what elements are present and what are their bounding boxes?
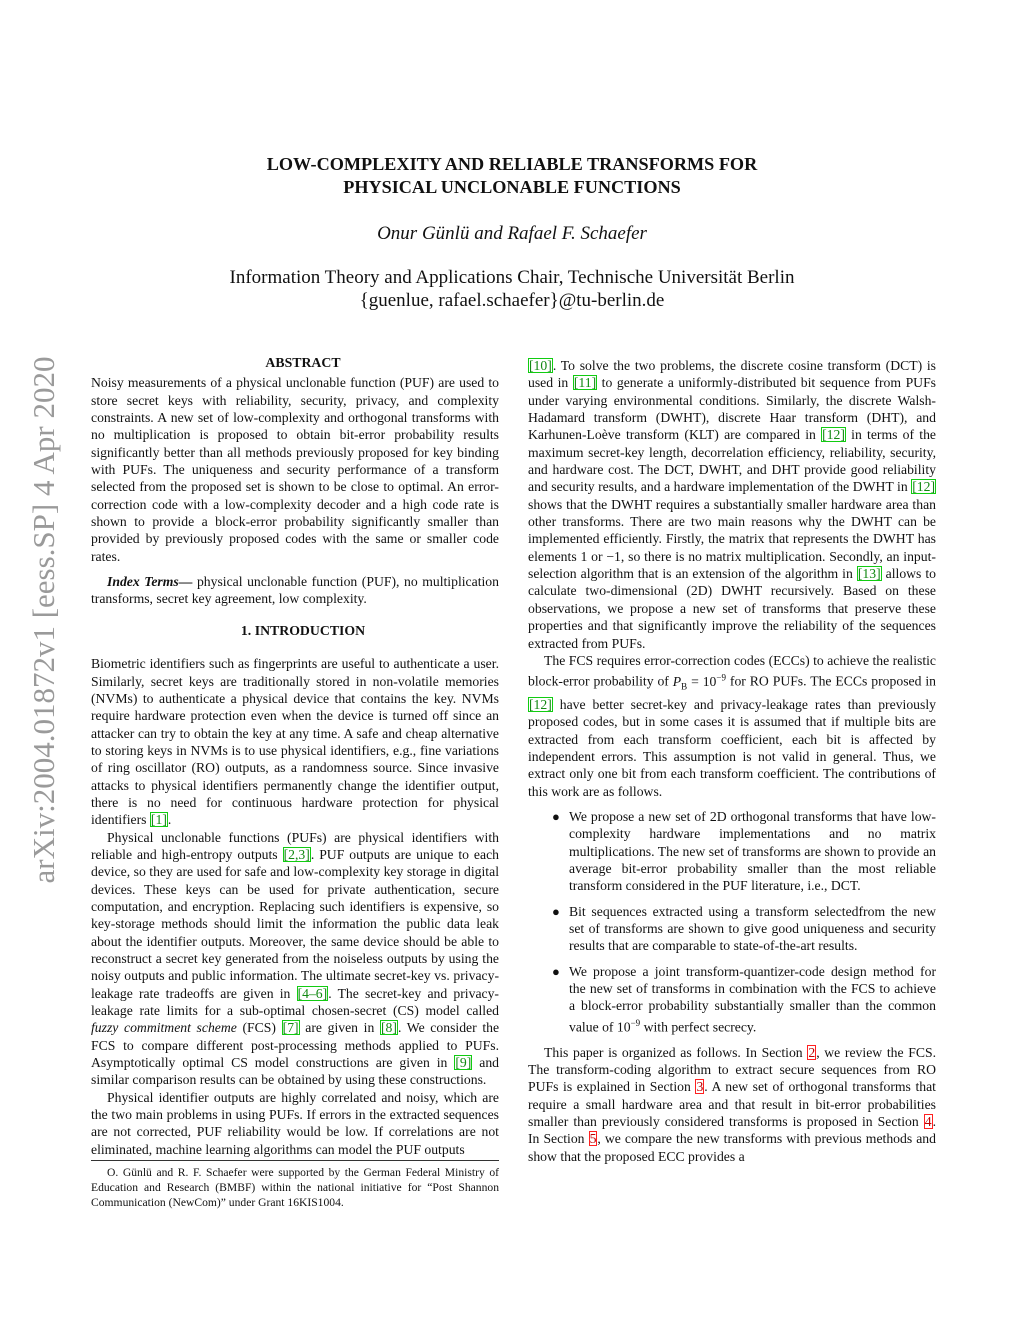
intro-p3-text: shows that the DWHT requires a substantially smaller hardware area than other transforms. There are two main reasons why the DWHT can be implemented efficiently. Firstly, the matrix that represents the DWHT has elements 1 or −1, so there is no matrix multiplication. Secondly, an input-selection algorithm that is an extension of the algorithm in	[528, 496, 936, 582]
math-pb	[672, 672, 726, 692]
footnote	[91, 1160, 499, 1211]
intro-paragraph-1	[91, 655, 499, 828]
citation-link[interactable]: [8]	[380, 1020, 397, 1036]
contributions-list	[528, 808, 936, 1036]
intro-p2-text: are given in	[305, 1020, 375, 1036]
math-symbol: P	[672, 673, 682, 689]
intro-p2-text: Physical unclonable functions (PUFs) are physical identifiers with reliable and high-entropy outputs	[91, 829, 499, 862]
intro-paragraph-4	[528, 652, 936, 800]
citation-link[interactable]: [12]	[529, 696, 552, 712]
right-column	[528, 357, 936, 1165]
affiliation-block	[0, 266, 1024, 312]
abstract-heading: ABSTRACT	[265, 355, 341, 370]
intro-p5-text: , we compare the new transforms with previous methods and show that the proposed ECC provides a	[528, 1131, 936, 1164]
intro-p1-text: Biometric identifiers such as fingerprints are useful to authenticate a user. Similarly, secret keys are traditionally stored in non-volatile memories (NVMs) to authenticate a physical device that contains the key. NVMs require hardware protection even when the device is turned off since an attacker can try to obtain the key at any time. A safe and cheap alternative to storing keys in NVMs is to use physical identifiers, e.g., fine variations of ring oscillator (RO) outputs, as a randomness source. Since invasive attacks to physical identifiers permanently change the identifier output, there is no need for continuous hardware protection for physical identifiers	[91, 656, 499, 828]
left-column	[91, 354, 499, 1158]
index-terms-label: Index Terms—	[107, 574, 193, 590]
arxiv-id: arXiv:2004.01872v1 [eess.SP] 4 Apr 2020	[26, 356, 61, 884]
title-line-1: LOW-COMPLEXITY AND RELIABLE TRANSFORMS FOR	[266, 154, 758, 174]
bullet-icon: ●	[552, 963, 560, 979]
math-exponent: −9	[630, 1017, 641, 1028]
citation-link[interactable]: [2,3]	[283, 846, 310, 862]
intro-paragraph-3-start	[91, 1089, 499, 1158]
citation-link[interactable]: [9]	[455, 1055, 472, 1071]
bullet-icon: ●	[552, 903, 560, 919]
intro-p3-text: . To solve the two problems, the discrete cosine transform (DCT) is used in	[528, 358, 936, 391]
footnote-text: O. Günlü and R. F. Schaefer were supported by the German Federal Ministry of Education and Research (BMBF) within the national initiative for “Post Shannon Communication (NewCom)” under Grant 16KIS1004.	[91, 1166, 499, 1210]
intro-p3-text: in terms of the maximum secret-key length, decorrelation efficiency, reliability, security, and hardware cost. The DCT, DWHT, and DHT provide good reliability and security results, and a hardware implementation of the DWHT in	[528, 427, 936, 495]
intro-p2-text: . The secret-key and privacy-leakage rate limits for a sub-optimal chosen-secret (CS) model called	[91, 985, 499, 1019]
math-exponent: −9	[716, 672, 726, 683]
index-terms-text: physical unclonable function (PUF), no multiplication transforms, secret key agreement, low complexity.	[91, 574, 499, 607]
intro-p4-text: The FCS requires error-correction codes (ECCs) to achieve the realistic block-error probability of	[528, 652, 936, 689]
citation-link[interactable]: [1]	[150, 812, 167, 828]
intro-p2-text: and similar comparison results can be obtained by using these constructions.	[91, 1055, 500, 1088]
intro-p4-text: have better secret-key and privacy-leakage rates than previously proposed codes, but in some cases it is assumed that if multiple bits are extracted from each transform coefficient, each bit is affected by independent errors. This assumption is not valid in general. Thus, we extract only one bit from each transform coefficient. The contributions of this work are as follows.	[528, 696, 936, 799]
citation-link[interactable]: [12]	[822, 427, 845, 443]
arxiv-sidebar	[23, 320, 65, 920]
intro-p5-text: This paper is organized as follows. In Section	[544, 1044, 803, 1060]
list-item	[528, 963, 936, 1036]
intro-p3-text: to generate a uniformly-distributed bit sequence from PUFs under varying environmental conditions. Similarly, the discrete Walsh-Hadamard transform (DWHT), discrete Haar transform (DHT), and Karhunen-Loève transform (KLT) are compared in	[528, 375, 937, 443]
section-link[interactable]: 4	[924, 1113, 932, 1129]
paper-title	[0, 153, 1024, 199]
intro-p2-text: . PUF outputs are unique to each device, so they are used for safe and low-complexity key storage in digital devices. These keys can be used for private authentication, secure computation, and encryption. Replacing such identifiers is expensive, so key-storage methods should limit the information the public data leak about the identifier outputs. Moreover, the same device should be able to reconstruct a secret key generated from the noiseless outputs by using the noisy outputs and public information. The ultimate secret-key vs. privacy-leakage rate tradeoffs are given in	[91, 846, 499, 1001]
intro-p5-text: . A new set of orthogonal transforms that require a small hardware area and that result in bit-error probabilities smaller than previously considered transforms is proposed in Section	[528, 1079, 936, 1129]
index-terms	[91, 573, 499, 608]
section-link[interactable]: 3	[696, 1079, 704, 1095]
intro-paragraph-2	[91, 829, 499, 1089]
citation-link[interactable]: [11]	[573, 375, 597, 391]
intro-p4-text: for RO PUFs. The ECCs proposed in	[729, 673, 937, 689]
section-link[interactable]: 5	[589, 1131, 597, 1147]
intro-p2-text: . We consider the FCS to compare different post-processing methods applied to PUFs. Asymptotically optimal CS model constructions are given in	[91, 1020, 500, 1071]
intro-p5-text: . In Section	[528, 1113, 936, 1147]
citation-link[interactable]: [13]	[857, 566, 881, 582]
math-equals: = 10	[687, 673, 717, 689]
introduction-heading: 1. INTRODUCTION	[240, 622, 366, 638]
bullet-icon: ●	[552, 808, 560, 824]
intro-p5-text: , we review the FCS. The transform-coding algorithm to extract secure sequences from RO PUFs is explained in Section	[528, 1044, 937, 1095]
citation-link[interactable]: [10]	[529, 358, 552, 373]
abstract-text: Noisy measurements of a physical unclonable function (PUF) are used to store secret keys with reliability, security, privacy, and complexity constraints. A new set of low-complexity and orthogonal transforms with no multiplication is proposed to obtain bit-error probability results significantly better than all methods previously proposed for key binding with PUFs. The uniqueness and security performance of a transform selected from the proposed set is shown to be close to optimal. An error-correction code with a low-complexity decoder and a high code rate is shown to provide a block-error probability significantly smaller than provided by previously proposed codes with the same or smaller code rates.	[91, 375, 499, 564]
affiliation: Information Theory and Applications Chair, Technische Universität Berlin	[229, 267, 795, 288]
contribution-text: Bit sequences extracted using a transform selectedfrom the new set of transforms are shown to give good uniqueness and security results that are comparable to state-of-the-art results.	[569, 903, 936, 954]
section-link[interactable]: 2	[808, 1044, 816, 1060]
title-line-2: PHYSICAL UNCLONABLE FUNCTIONS	[343, 177, 681, 197]
intro-p1-end: .	[167, 812, 172, 828]
intro-paragraph-3-cont	[528, 357, 936, 652]
math-base: 10	[616, 1019, 631, 1035]
contribution-text: We propose a new set of 2D orthogonal transforms that have low-complexity hardware implementations and no matrix multiplications. The new set of transforms are shown to provide an average bit-error probability smaller than the most reliable transform considered in the PUF literature, i.e., DCT.	[569, 808, 936, 894]
intro-p3-text: Physical identifier outputs are highly correlated and noisy, which are the two main problems in using PUFs. If errors in the extracted sequences are not corrected, PUF reliability would be low. If correlations are not eliminated, machine learning algorithms can model the PUF outputs	[91, 1089, 499, 1157]
citation-link[interactable]: [7]	[282, 1020, 299, 1036]
math-subscript: B	[681, 681, 688, 692]
authors: Onur Günlü and Rafael F. Schaefer	[377, 223, 647, 244]
intro-p3-text: allows to calculate two-dimensional (2D) DWHT recursively. Based on these observations, we propose a new set of transforms that preserve these properties and that significantly improve the reliability of the sequences extracted from PUFs.	[528, 566, 937, 651]
intro-p2-text: (FCS)	[242, 1020, 276, 1036]
citation-link[interactable]: [4–6]	[297, 985, 328, 1001]
contribution-text: with perfect secrecy.	[643, 1019, 757, 1035]
list-item	[528, 808, 936, 895]
email: {guenlue, rafael.schaefer}@tu-berlin.de	[359, 290, 665, 311]
list-item	[528, 903, 936, 955]
intro-paragraph-5	[528, 1044, 936, 1165]
intro-p2-italic: fuzzy commitment scheme	[91, 1020, 237, 1036]
citation-link[interactable]: [12]	[912, 479, 936, 495]
contribution-text: We propose a joint transform-quantizer-code design method for the new set of transforms in combination with the FCS to achieve a block-error probability substantially smaller than the common value of	[569, 963, 936, 1035]
